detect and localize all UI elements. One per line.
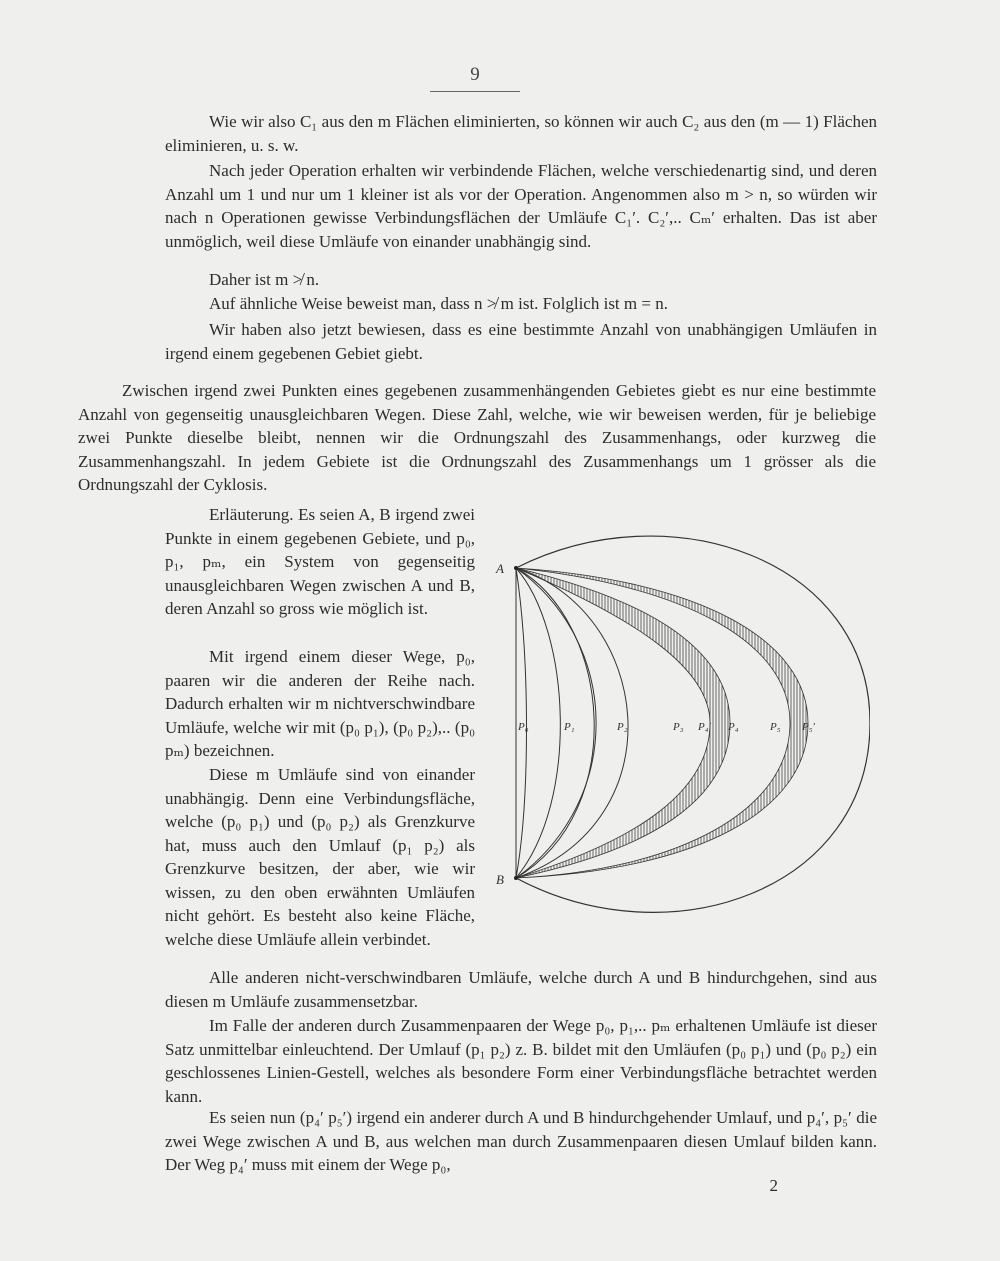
label-p5: P₅ (770, 721, 781, 733)
paragraph-11: Im Falle der anderen durch Zusammenpaaren der Wege p₀, p₁,.. pₘ erhaltenen Umläufe ist dieser Satz unmittelbar einleuchtend. Der Umlauf (p₁ p₂) z. B. bildet mit den Umläufen (p₀ p₁) und (p₀ p₂) ein geschlossenes Linien-Gestell, welches als besondere Form einer Verbindungsfläche betrachtet werden kann. (165, 1016, 877, 1106)
point-b (514, 876, 518, 880)
paragraph-6: Zwischen irgend zwei Punkten eines gegebenen zusammenhängenden Gebietes giebt es nur eine bestimmte Anzahl von gegenseitig unausgleichbaren Wegen. Diese Zahl, welche, wie wir beweisen werden, für je beliebige zwei Punkte dieselbe bleibt, nennen wir die Ordnungszahl des Zusammenhangs, oder kurzweg die Zusammenhangszahl. In jedem Gebiete ist die Ordnungszahl des Zusammenhangs um 1 grösser als die Ordnungszahl der Cyklosis. (78, 381, 876, 494)
label-p5-prime: P₅′ (802, 721, 815, 733)
label-p3: P₃ (673, 721, 684, 733)
paragraph-12: Es seien nun (p₄′ p₅′) irgend ein anderer durch A und B hindurchgehender Umlauf, und p₄′, p₅′ die zwei Wege zwischen A und B, aus welchen man durch Zusammenpaaren diesen Umlauf bilden kann. Der Weg p₄′ muss mit einem der Wege p₀, (165, 1108, 877, 1174)
hatched-hole-outer (516, 568, 808, 878)
paragraph-9: Diese m Umläufe sind von einander unabhängig. Denn eine Verbindungsfläche, welche (p₀ p₁) und (p₀ p₂) als Grenzkurve hat, muss auch den Umlauf (p₁ p₂) als Grenzkurve besitzen, der aber, wie wir wissen, zu den oben erwähnten Umläufen nicht gehört. Es besteht also keine Fläche, welche diese Umläufe allein verbindet. (165, 765, 475, 949)
paragraph-4: Auf ähnliche Weise beweist man, dass n ≯ m ist. Folglich ist m = n. (209, 294, 668, 313)
paragraph-8: Mit irgend einem dieser Wege, p₀, paaren wir die anderen der Reihe nach. Dadurch erhalten wir m nichtverschwindbare Umläufe, welche wir mit (p₀ p₁), (p₀ p₂),.. (p₀ pₘ) bezeichnen. (165, 647, 475, 760)
label-p0: P₀ (518, 721, 529, 733)
label-p4-prime: P₄′ (698, 721, 711, 733)
paragraph-1: Wie wir also C₁ aus den m Flächen eliminierten, so können wir auch C₂ aus den (m — 1) Flächen eliminieren, u. s. w. (165, 112, 877, 155)
label-p2: P₂ (617, 721, 628, 733)
region-diagram (490, 500, 870, 940)
label-b: B (496, 872, 504, 887)
paragraph-3: Daher ist m ≯ n. (209, 270, 320, 289)
paragraph-2: Nach jeder Operation erhalten wir verbindende Flächen, welche verschiedenartig sind, und deren Anzahl um 1 und nur um 1 kleiner ist als vor der Operation. Angenommen also m > n, so würden wir nach n Operationen gewisse Verbindungsflächen der Umläufe C₁′. C₂′,.. Cₘ′ erhalten. Das ist aber unmöglich, weil diese Umläufe von einander unabhängig sind. (165, 161, 877, 251)
point-a (514, 566, 518, 570)
folio: 2 (769, 1176, 778, 1195)
paragraph-7: Erläuterung. Es seien A, B irgend zwei Punkte in einem gegebenen Gebiete, und p₀, p₁, pₘ, ein System von gegenseitig unausgleichbaren Wegen zwischen A und B, deren Anzahl so gross wie möglich ist. (165, 505, 475, 618)
paragraph-5: Wir haben also jetzt bewiesen, dass es eine bestimmte Anzahl von unabhängigen Umläufen in irgend einem gegebenen Gebiet giebt. (165, 320, 877, 363)
page-number-rule (430, 91, 520, 92)
page-number: 9 (470, 64, 480, 85)
label-p4: P₄ (728, 721, 739, 733)
paragraph-10: Alle anderen nicht-verschwindbaren Umläufe, welche durch A und B hindurchgehen, sind aus diesen m Umläufe zusammensetzbar. (165, 968, 877, 1011)
label-p1: P₁ (564, 721, 575, 733)
label-a: A (496, 561, 504, 576)
